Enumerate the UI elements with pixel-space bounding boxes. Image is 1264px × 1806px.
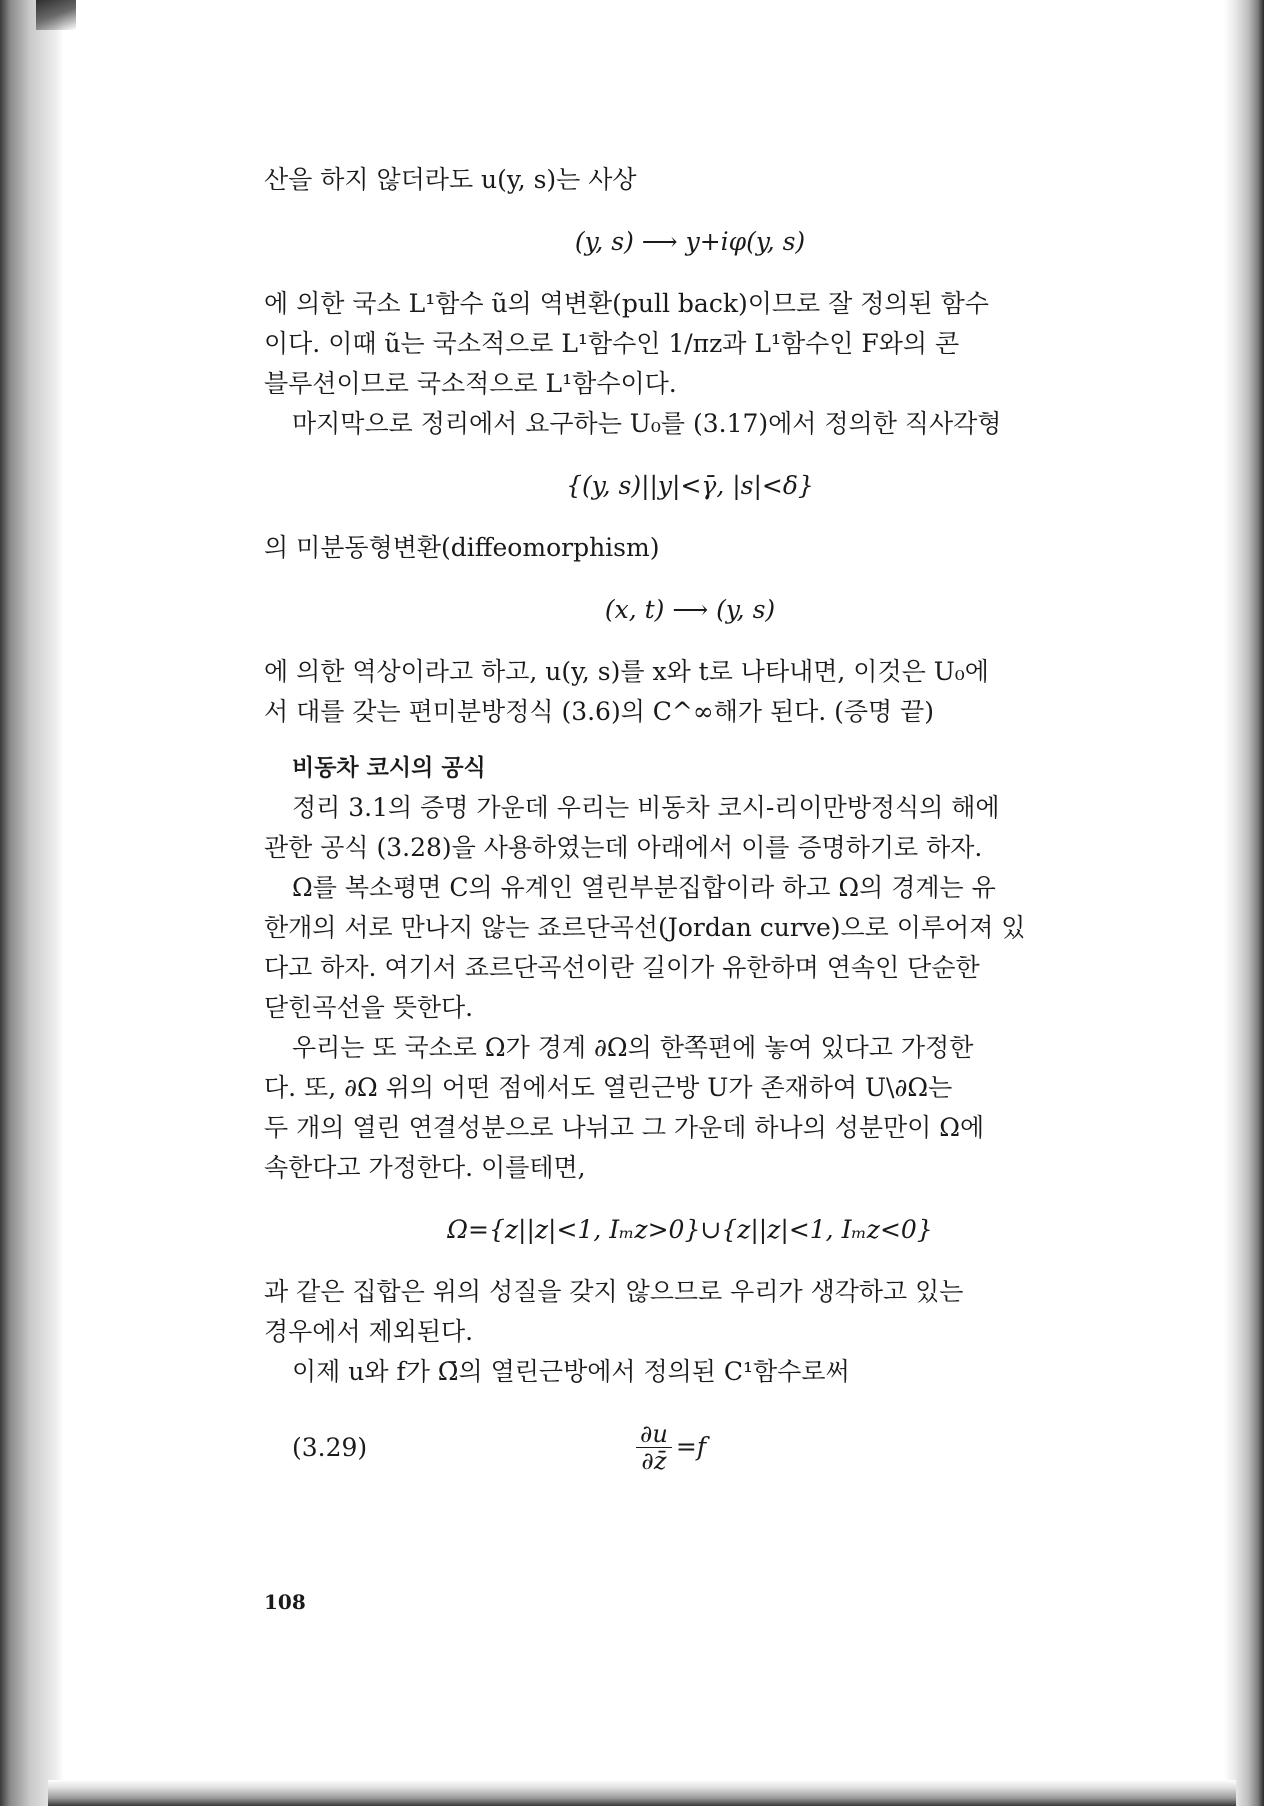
text-line: 닫힌곡선을 뜻한다. bbox=[264, 993, 474, 1022]
equation-body bbox=[636, 1412, 706, 1482]
fraction-numerator: ∂u bbox=[636, 1421, 672, 1448]
math-display: (y, s) ⟶ y+iφ(y, s) bbox=[574, 227, 806, 256]
text-line: 이제 u와 f가 Ω̄의 열린근방에서 정의된 C¹함수로써 bbox=[292, 1357, 850, 1386]
equation-label: (3.29) bbox=[292, 1433, 368, 1462]
text-line: 이다. 이때 ũ는 국소적으로 L¹함수인 1/πz과 L¹함수인 F와의 콘 bbox=[264, 329, 960, 358]
text-line: 서 대를 갖는 편미분방정식 (3.6)의 C^∞해가 된다. (증명 끝) bbox=[264, 697, 935, 726]
equation-rhs: =f bbox=[675, 1432, 707, 1461]
numbered-equation bbox=[264, 1412, 1116, 1482]
text-line: 에 의한 역상이라고 하고, u(y, s)를 x와 t로 나타내면, 이것은 U₀에 bbox=[264, 657, 989, 686]
text-line: 경우에서 제외된다. bbox=[264, 1317, 474, 1346]
book-spine-shadow bbox=[0, 0, 64, 1806]
text-line: Ω를 복소평면 C의 유계인 열린부분집합이라 하고 Ω의 경계는 유 bbox=[292, 873, 996, 902]
text-line: 블루션이므로 국소적으로 L¹함수이다. bbox=[264, 369, 677, 398]
math-display: {(y, s)||y|<γ̄, |s|<δ} bbox=[566, 471, 814, 500]
section-heading: 비동차 코시의 공식 bbox=[292, 755, 486, 781]
text-line: 산을 하지 않더라도 u(y, s)는 사상 bbox=[264, 165, 637, 194]
text-line: 한개의 서로 만나지 않는 죠르단곡선(Jordan curve)으로 이루어져 있 bbox=[264, 913, 1026, 942]
page-body bbox=[264, 160, 1116, 1482]
text-line: 우리는 또 국소로 Ω가 경계 ∂Ω의 한쪽편에 놓여 있다고 가정한 bbox=[292, 1033, 974, 1062]
math-display: (x, t) ⟶ (y, s) bbox=[604, 595, 776, 624]
text-line: 관한 공식 (3.28)을 사용하였는데 아래에서 이를 증명하기로 하자. bbox=[264, 833, 983, 862]
text-line: 속한다고 가정한다. 이를테면, bbox=[264, 1153, 586, 1182]
page-right-edge bbox=[1224, 0, 1264, 1806]
text-line: 과 같은 집합은 위의 성질을 갖지 않으므로 우리가 생각하고 있는 bbox=[264, 1277, 964, 1306]
fraction bbox=[636, 1421, 672, 1474]
text-line: 두 개의 열린 연결성분으로 나뉘고 그 가운데 하나의 성분만이 Ω에 bbox=[264, 1113, 985, 1142]
text-line: 다고 하자. 여기서 죠르단곡선이란 길이가 유한하며 연속인 단순한 bbox=[264, 953, 980, 982]
page-number: 108 bbox=[264, 1590, 306, 1614]
text-line-content: 에 의한 국소 L¹함수 ũ의 역변환(pull back)이므로 잘 정의된 함수 bbox=[264, 289, 989, 318]
fraction-denominator: ∂z̄ bbox=[641, 1446, 667, 1475]
text-line: 마지막으로 정리에서 요구하는 U₀를 (3.17)에서 정의한 직사각형 bbox=[292, 409, 1002, 438]
text-line: 다. 또, ∂Ω 위의 어떤 점에서도 열린근방 U가 존재하여 U\∂Ω는 bbox=[264, 1073, 953, 1102]
text-line bbox=[264, 284, 1116, 324]
text-line: 정리 3.1의 증명 가운데 우리는 비동차 코시-리이만방정식의 해에 bbox=[292, 793, 1000, 822]
page-bottom-edge bbox=[48, 1780, 1236, 1806]
page-corner-shadow bbox=[36, 0, 76, 30]
math-display: Ω={z||z|<1, Iₘz>0}∪{z||z|<1, Iₘz<0} bbox=[447, 1215, 933, 1244]
text-line: 의 미분동형변환(diffeomorphism) bbox=[264, 533, 660, 562]
